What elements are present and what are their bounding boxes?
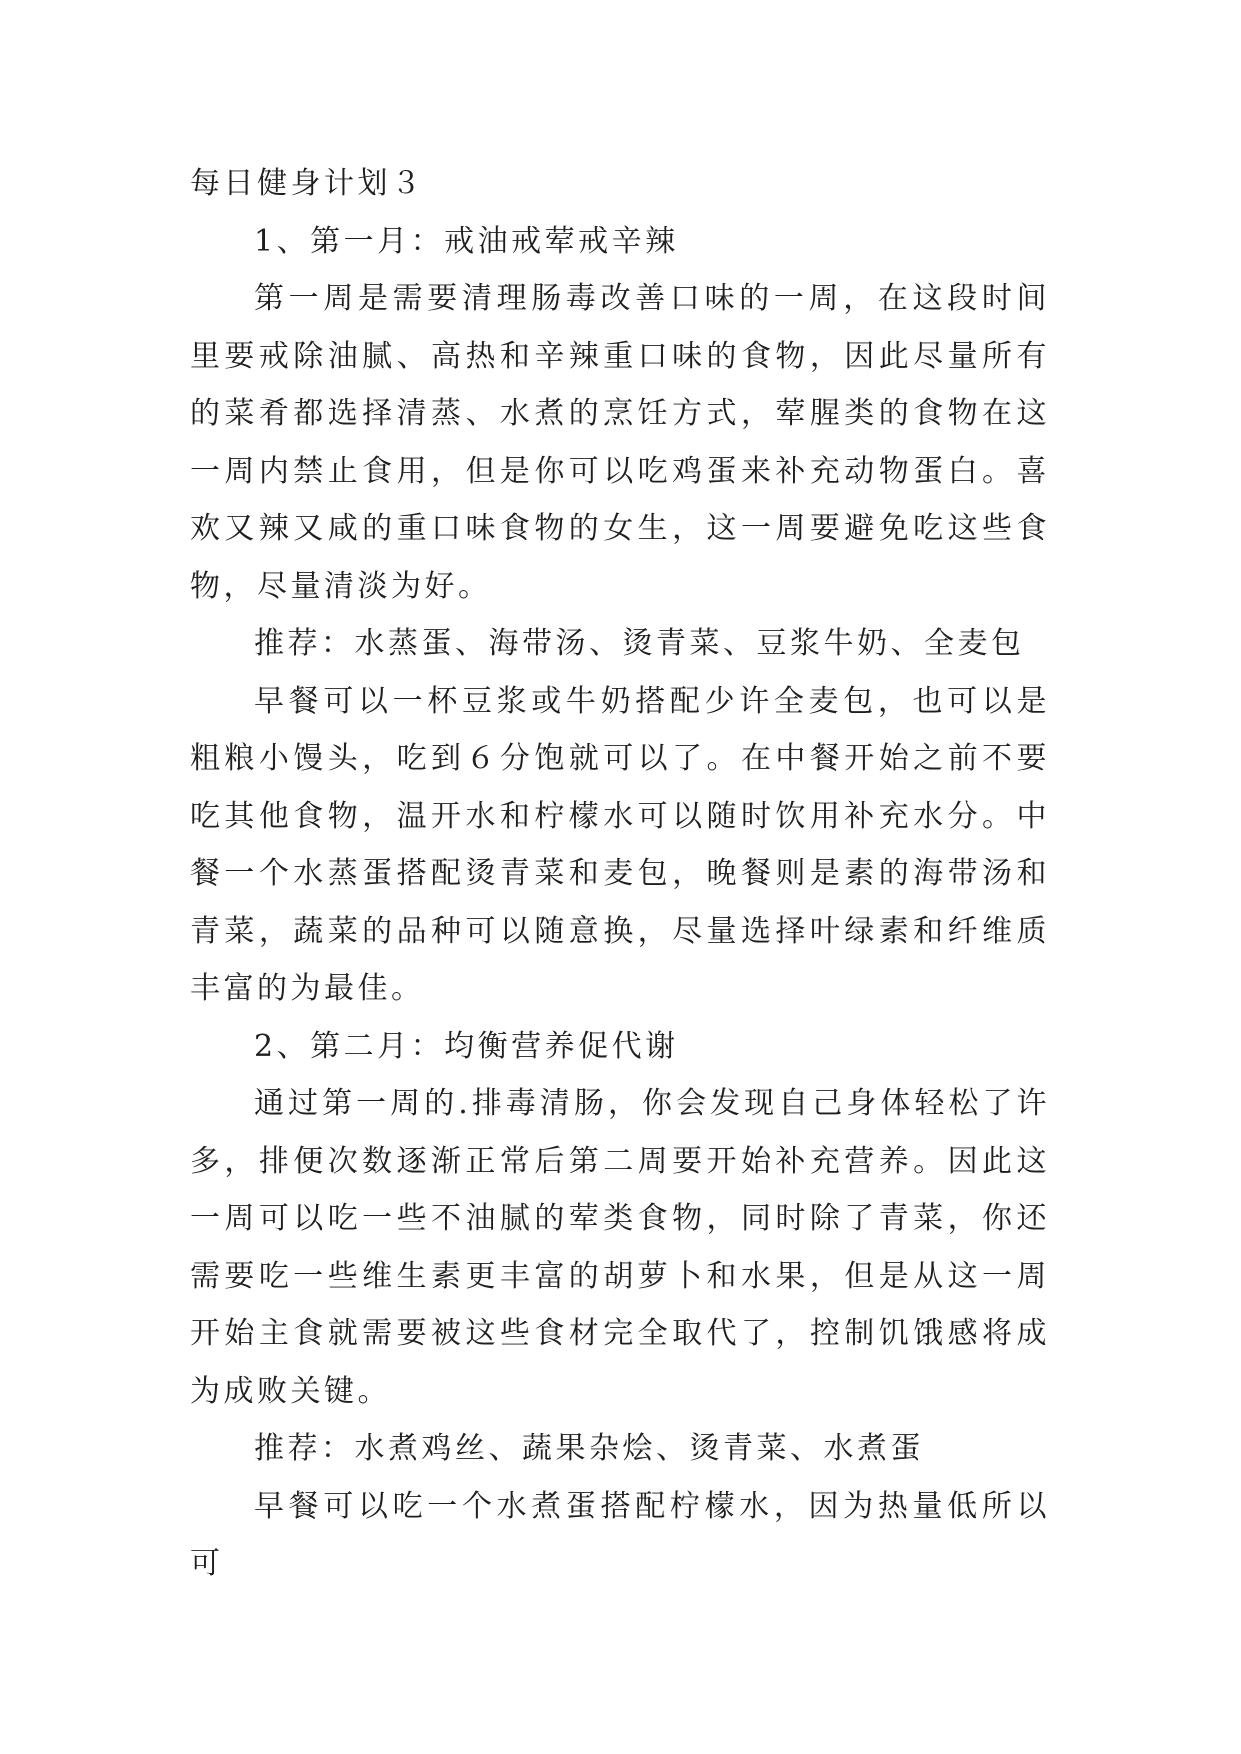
document-title: 每日健身计划３: [190, 166, 425, 201]
section-heading-month-1: 1、第一月：戒油戒荤戒辛辣: [254, 223, 679, 259]
document-page: [190, 155, 1050, 1593]
paragraph-week-1-intro: 第一周是需要清理肠毒改善口味的一周，在这段时间里要戒除油腻、高热和辛辣重口味的食物，因此尽量所有的菜肴都选择清蒸、水煮的烹饪方式，荤腥类的食物在这一周内禁止食用，但是你可以吃鸡蛋来补充动物蛋白。喜欢又辣又咸的重口味食物的女生，这一周要避免吃这些食物，尽量清淡为好。: [190, 281, 1050, 604]
paragraph-meal-plan-2: 早餐可以吃一个水煮蛋搭配柠檬水，因为热量低所以可: [190, 1488, 1050, 1581]
paragraph-meal-plan-1: 早餐可以一杯豆浆或牛奶搭配少许全麦包，也可以是粗粮小馒头，吃到６分饱就可以了。在中餐开始之前不要吃其他食物，温开水和柠檬水可以随时饮用补充水分。中餐一个水蒸蛋搭配烫青菜和麦包，晚餐则是素的海带汤和青菜，蔬菜的品种可以随意换，尽量选择叶绿素和纤维质丰富的为最佳。: [190, 683, 1050, 1006]
paragraph-week-2-intro: 通过第一周的.排毒清肠，你会发现自己身体轻松了许多，排便次数逐渐正常后第二周要开始补充营养。因此这一周可以吃一些不油腻的荤类食物，同时除了青菜，你还需要吃一些维生素更丰富的胡萝卜和水果，但是从这一周开始主食就需要被这些食材完全取代了，控制饥饿感将成为成败关键。: [190, 1086, 1050, 1409]
paragraph-recommendation-1: 推荐：水蒸蛋、海带汤、烫青菜、豆浆牛奶、全麦包: [254, 626, 1025, 661]
section-heading-month-2: 2、第二月：均衡营养促代谢: [254, 1028, 679, 1064]
paragraph-recommendation-2: 推荐：水煮鸡丝、蔬果杂烩、烫青菜、水煮蛋: [254, 1431, 924, 1466]
